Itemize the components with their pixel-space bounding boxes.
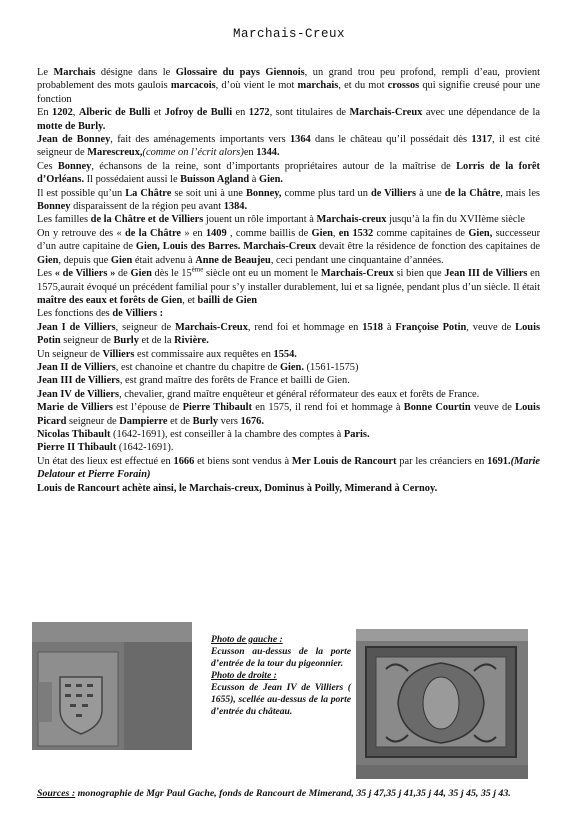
text-run: , rend foi et hommage en [247, 321, 363, 333]
text-run: Françoise Potin [395, 321, 467, 333]
body-paragraph [37, 66, 540, 106]
text-run: , est chanoine et chantre du chapitre de [115, 361, 280, 373]
text-run: Il est possible qu’un [37, 187, 126, 199]
text-run: Gien. [259, 174, 283, 186]
text-run: , est grand maître des forêts de France et bailli de Gien. [119, 375, 350, 387]
text-run: Lorris de la forêt d’Orléans. [37, 160, 540, 186]
body-paragraph [37, 106, 540, 133]
text-run: comme plus tard un [281, 187, 371, 199]
text-run: Villiers [102, 348, 135, 360]
text-run: Louis de Rancourt achète ainsi, le Marchais-creux, Dominus à Poilly, Mimerand à Cernoy. [37, 482, 438, 494]
text-run: Un état des lieux est effectué en [37, 455, 174, 467]
text-run: 1344. [256, 147, 280, 159]
text-run: (1642-1691). [116, 442, 174, 454]
text-run: jusqu’à la fin du XVIIème siècle [386, 214, 525, 226]
text-run: Jean II de Villiers [37, 361, 116, 373]
text-run: , il est cité seigneur de [37, 134, 540, 159]
text-run: de Villiers [370, 187, 417, 199]
text-run: 1666 [173, 455, 195, 467]
body-paragraph [37, 348, 540, 361]
text-run: , [332, 227, 339, 239]
text-run: seigneur de [66, 415, 120, 427]
text-run: 1317 [471, 134, 493, 146]
text-run: Marescreux, [87, 147, 143, 159]
page-title: Marchais-Creux [232, 27, 346, 41]
text-run: en 1532 [338, 227, 374, 239]
text-run: à [249, 174, 259, 186]
text-run: La Châtre [125, 187, 172, 199]
text-run: Un seigneur de [37, 348, 103, 360]
text-run: (1561-1575) [303, 361, 359, 373]
caption-right-text: Ecusson de Jean IV de Villiers ( 1655), scellée au-dessus de la porte d’entrée du château. [211, 682, 351, 717]
body-paragraph [37, 428, 540, 441]
text-run: , veuve de [466, 321, 516, 333]
text-run: jouent un rôle important à [203, 214, 317, 226]
text-run: dans le château qu’il possédait dès [310, 134, 472, 146]
text-run: Marchais [53, 67, 96, 78]
text-run: en [243, 147, 257, 159]
text-run: crossos [387, 80, 420, 92]
text-run: Pierre II Thibault [37, 442, 117, 454]
text-run: Rivière. [174, 335, 209, 347]
body-paragraph [37, 133, 540, 160]
text-run: Marchais-Creux [320, 268, 394, 280]
text-run: à une [416, 187, 445, 199]
text-run: Jean III de Villiers [444, 268, 528, 280]
text-run: Il possédaient aussi le [84, 174, 181, 186]
sources [37, 787, 540, 800]
text-run: Nicolas Thibault [37, 428, 111, 440]
body-text [37, 66, 540, 495]
text-run: maître des eaux et forêts de Gien [37, 294, 183, 306]
text-run: Jean III de Villiers [37, 375, 120, 387]
text-run: Jean I de Villiers [37, 321, 116, 333]
text-run: , mais les [500, 187, 540, 199]
text-run: Mer Louis de Rancourt [291, 455, 397, 467]
text-run: Pierre Thibault [182, 402, 252, 414]
photo-caption [211, 634, 351, 718]
text-run: » en [181, 227, 206, 239]
text-run: disparaissent de la région peu avant [70, 201, 224, 213]
text-run: Buisson Agland [180, 174, 250, 186]
text-run: Gien, Louis des Barres. Marchais-Creux [135, 241, 317, 253]
text-run: Gien [110, 254, 133, 266]
caption-left-heading: Photo de gauche : [211, 634, 283, 645]
body-paragraph [37, 227, 540, 267]
text-run: Marchais-Creux [174, 321, 248, 333]
body-paragraph [37, 307, 540, 320]
text-run: de [115, 268, 131, 280]
text-run: et de [167, 415, 193, 427]
text-run: Les [37, 268, 55, 280]
text-run: , seigneur de [115, 321, 175, 333]
text-run: Anne de Beaujeu [195, 254, 271, 266]
text-run: de Villiers : [112, 308, 164, 320]
sources-heading: Sources : [37, 788, 76, 799]
text-run: , chevalier, grand maître enquêteur et général réformateur des eaux et forêts de France. [119, 388, 480, 400]
body-paragraph [37, 187, 540, 214]
text-run: Marie de Villiers [37, 402, 113, 414]
text-run: (Marie Delatour et Pierre Forain) [37, 455, 540, 481]
text-run: 1554. [273, 348, 297, 360]
body-paragraph [37, 213, 540, 226]
body-paragraph [37, 160, 540, 187]
text-run: Bonney [37, 201, 71, 213]
text-run: si bien que [393, 268, 445, 280]
text-run: qui signifie creusé pour une fonction [37, 80, 540, 105]
body-paragraph [37, 482, 540, 495]
text-run: et biens sont vendus à [194, 455, 292, 467]
text-run: , un grand trou peu profond, rempli d’eau, provient probablement des mots gaulois [37, 67, 540, 92]
text-run: Glossaire du pays Giennois [175, 67, 305, 78]
body-paragraph [37, 388, 540, 401]
text-run: Gien [130, 268, 152, 280]
caption-right-heading: Photo de droite : [211, 670, 277, 681]
text-run: en 1575,aurait évoqué un précédent familial pour s’y installer durablement, lui et sa lignée, pendant plus d’un siècle. Il était [37, 268, 540, 293]
text-run: ème [191, 265, 204, 274]
body-paragraph [37, 441, 540, 454]
text-run: , sont titulaires de [269, 107, 350, 119]
text-run: , et [182, 294, 198, 306]
text-run: « de Villiers » [54, 268, 116, 280]
text-run: veuve de [470, 402, 516, 414]
text-run: de la Châtre [125, 227, 182, 239]
text-run: 1409 [205, 227, 227, 239]
text-run: 1364 [289, 134, 311, 146]
text-run: Bonne Courtin [403, 402, 471, 414]
text-run: Bonney [57, 160, 92, 172]
text-run: de la Châtre et de Villiers [90, 214, 204, 226]
body-paragraph [37, 361, 540, 374]
text-run: dès le 15 [151, 268, 192, 280]
text-run: devait être la résidence de fonction des capitaines de [316, 241, 541, 253]
text-run: 1272 [248, 107, 270, 119]
text-run: (1642-1691), est conseiller à la chambre des comptes à [110, 428, 344, 440]
text-run: , fait des aménagements importants vers [110, 134, 290, 146]
text-run: marcacois [170, 80, 216, 92]
text-run: comme capitaines de [373, 227, 469, 239]
caption-left-text: Ecusson au-dessus de la porte d’entrée de la tour du pigeonnier. [211, 646, 351, 669]
body-paragraph [37, 374, 540, 387]
text-run: avec une dépendance de la [422, 107, 540, 119]
text-run: Les fonctions des [37, 308, 113, 320]
text-run: marchais [297, 80, 339, 92]
text-run: en [232, 107, 249, 119]
text-run: Ces [37, 160, 58, 172]
text-run: est commissaire aux requêtes en [134, 348, 274, 360]
text-run: Marchais-Creux [349, 107, 423, 119]
text-run: seigneur de [60, 335, 114, 347]
text-run: , échansons de la reine, sont d’importants propriétaires autour de la maîtrise de [91, 160, 457, 172]
photo-left [32, 622, 192, 750]
text-run: 1384. [223, 201, 248, 213]
text-run: , et du mot [338, 80, 388, 92]
body-paragraph [37, 455, 540, 482]
text-run: Dampierre [119, 415, 168, 427]
text-run: (comme on l’écrit alors) [142, 147, 244, 159]
text-run: , depuis que [58, 254, 111, 266]
text-run: Alberic de Bulli [78, 107, 151, 119]
body-paragraph [37, 401, 540, 428]
text-run: 1691. [487, 455, 511, 467]
text-run: 1676. [240, 415, 264, 427]
text-run: Gien, [468, 227, 493, 239]
text-run: En [37, 107, 52, 119]
text-run: vers [218, 415, 241, 427]
text-run: Jean de Bonney [37, 134, 111, 146]
text-run: , [72, 107, 79, 119]
text-run: se soit uni à une [171, 187, 246, 199]
text-run: Gien. [279, 361, 304, 373]
text-run: Louis Potin [37, 321, 541, 347]
text-run: est l’épouse de [112, 402, 183, 414]
text-run: , ceci pendant une cinquantaine d’années. [270, 254, 444, 266]
text-run: successeur d’un autre capitaine de [37, 227, 541, 253]
text-run: Burly [113, 335, 139, 347]
text-run: Gien [311, 227, 333, 239]
text-run: , comme baillis de [226, 227, 312, 239]
text-run: Burly [192, 415, 219, 427]
text-run: Le [37, 67, 54, 78]
sources-text: monographie de Mgr Paul Gache, fonds de Rancourt de Mimerand, 35 j 47,35 j 41,35 j 44, 35 j 45, 35 j 43. [75, 788, 511, 799]
body-paragraph [37, 321, 540, 348]
text-run: et [150, 107, 165, 119]
photo-right [356, 629, 528, 779]
text-run: bailli de Gien [197, 294, 258, 306]
text-run: Gien [37, 254, 59, 266]
text-run: de la Châtre [444, 187, 501, 199]
text-run: à [382, 321, 396, 333]
text-run: motte de Burly. [37, 120, 106, 132]
text-run: Jofroy de Bulli [164, 107, 233, 119]
text-run: siècle ont eu un moment le [203, 268, 321, 280]
text-run: Les familles [37, 214, 91, 226]
text-run: Paris. [343, 428, 370, 440]
body-paragraph [37, 267, 540, 307]
text-run: et de la [138, 335, 175, 347]
text-run: , d’où vient le mot [215, 80, 298, 92]
text-run: désigne dans le [95, 67, 176, 78]
text-run: en 1575, il rend foi et hommage à [251, 402, 404, 414]
text-run: était advenu à [132, 254, 196, 266]
text-run: Marchais-creux [316, 214, 387, 226]
text-run: Bonney, [245, 187, 282, 199]
text-run: Jean IV de Villiers [37, 388, 120, 400]
text-run: 1202 [52, 107, 73, 119]
text-run: On y retrouve des « [37, 227, 125, 239]
text-run: par les créanciers en [396, 455, 488, 467]
text-run: 1518 [362, 321, 383, 333]
text-run: Louis Picard [37, 402, 540, 427]
